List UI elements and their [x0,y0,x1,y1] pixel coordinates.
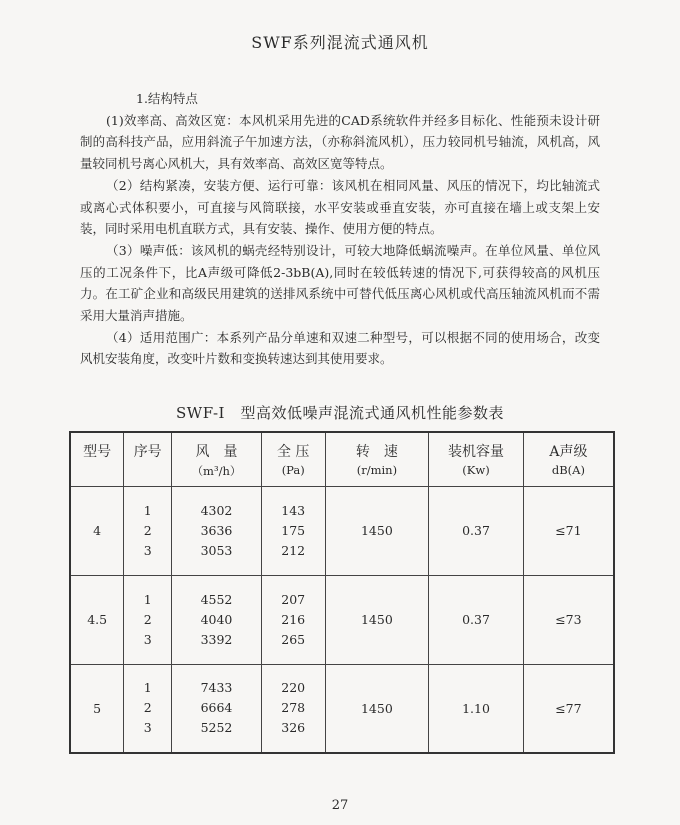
noise-cell: ≤73 [523,575,614,664]
flow-value: 4040 [200,611,233,627]
header-speed-unit: (r/min) [356,463,398,477]
noise-cell: ≤71 [523,486,614,575]
flow-cell [172,575,262,664]
header-flow [172,432,262,486]
pressure-value: 212 [281,542,306,558]
table-title: SWF-I 型高效低噪声混流式通风机性能参数表 [176,404,504,422]
speed-cell: 1450 [325,664,429,753]
model-cell: 5 [70,664,124,753]
header-pressure-label: 全 压 [276,444,310,460]
seq-value: 2 [143,611,152,627]
pressure-value: 220 [281,680,306,696]
pressure-value: 143 [281,502,306,518]
page-number: 27 [331,798,349,813]
flow-value: 6664 [200,700,233,716]
body-text [80,88,600,370]
pressure-cell [261,664,325,753]
flow-value: 3636 [200,522,233,538]
header-power-label: 装机容量 [448,444,504,460]
speed-cell: 1450 [325,575,429,664]
pressure-value: 265 [281,631,306,647]
flow-value: 7433 [200,680,233,696]
header-flow-label: 风 量 [195,444,238,460]
table-row [70,486,614,575]
seq-value: 1 [143,680,152,696]
paragraph-efficiency: (1)效率高、高效区宽：本风机采用先进的CAD系统软件并经多目标化、性能预未设计研制的高科技产品，应用斜流子午加速方法，（亦称斜流风机），压力较同机号轴流，风机高，风量较同机号离心风机大，具有效率高、高效区宽等特点。 [80,112,600,172]
flow-cell [172,486,262,575]
header-model-label: 型号 [83,444,112,460]
seq-value: 1 [143,502,152,518]
flow-value: 4552 [200,591,233,607]
seq-value: 3 [143,631,152,647]
paragraph-low-noise: （3）噪声低：该风机的蜗壳经特别设计，可较大地降低蜗流噪声。在单位风量、单位风压的工况条件下，比A声级可降低2-3bB(A),同时在较低转速的情况下,可获得较高的风机压力。在工矿企业和高级民用建筑的送排风系统中可替代低压离心风机或代高压轴流风机而不需采用大量消声措施。 [80,242,600,324]
header-seq [124,432,172,486]
table-row [70,664,614,753]
pressure-cell [261,486,325,575]
seq-value: 3 [143,720,152,736]
header-power-unit: (Kw) [462,463,490,477]
header-noise [523,432,614,486]
seq-value: 2 [143,700,152,716]
seq-cell [124,664,172,753]
header-model [70,432,124,486]
header-speed [325,432,429,486]
model-cell: 4 [70,486,124,575]
seq-value: 3 [143,542,152,558]
pressure-cell [261,575,325,664]
flow-value: 3392 [200,631,233,647]
paragraph-wide-range: （4）适用范围广：本系列产品分单速和双速二种型号，可以根据不同的使用场合，改变风机安装角度，改变叶片数和变换转速达到其使用要求。 [80,329,600,367]
header-speed-label: 转 速 [355,444,398,460]
header-pressure-unit: (Pa) [281,463,305,477]
section-heading: 1.结构特点 [136,91,198,106]
flow-value: 5252 [200,720,233,736]
header-noise-unit: dB(A) [551,463,585,477]
pressure-value: 326 [281,720,306,736]
power-cell: 0.37 [429,575,524,664]
header-power [429,432,524,486]
table-header-row [70,432,614,486]
pressure-value: 207 [281,591,306,607]
header-noise-label: A声级 [549,444,588,460]
speed-cell: 1450 [325,486,429,575]
seq-value: 2 [143,522,152,538]
noise-cell: ≤77 [523,664,614,753]
header-flow-unit: （m³/h） [191,464,242,478]
page-title: SWF系列混流式通风机 [251,33,429,52]
table-row [70,575,614,664]
flow-value: 4302 [200,502,233,518]
seq-cell [124,575,172,664]
paragraph-compact: （2）结构紧凑，安装方便、运行可靠：该风机在相同风量、风压的情况下，均比轴流式或离心式体积要小，可直接与风筒联接，水平安装或垂直安装，亦可直接在墙上或支架上安装，同时采用电机直联方式，具有安装、操作、使用方便的特点。 [80,177,600,237]
flow-cell [172,664,262,753]
pressure-value: 216 [281,611,306,627]
seq-cell [124,486,172,575]
pressure-value: 175 [281,522,306,538]
power-cell: 0.37 [429,486,524,575]
pressure-value: 278 [281,700,306,716]
seq-value: 1 [143,591,152,607]
power-cell: 1.10 [429,664,524,753]
flow-value: 3053 [200,542,233,558]
header-pressure [261,432,325,486]
model-cell: 4.5 [70,575,124,664]
performance-table [69,431,615,754]
header-seq-label: 序号 [133,444,162,460]
